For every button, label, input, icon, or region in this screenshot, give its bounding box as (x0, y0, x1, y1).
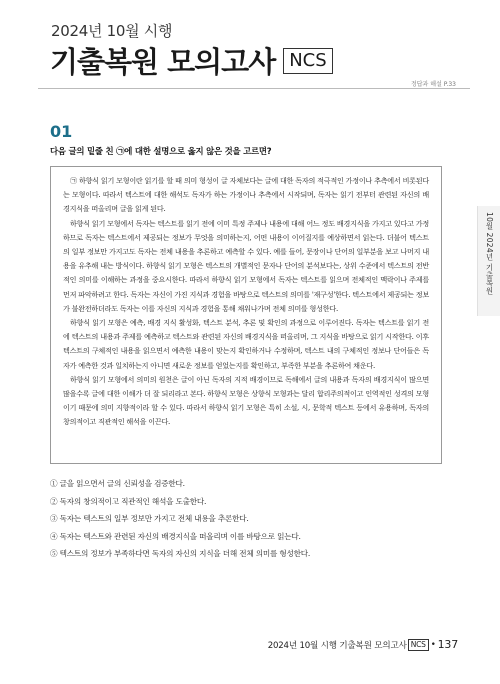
side-tab (477, 206, 500, 316)
passage-paragraph: ㉠ 하향식 읽기 모형이란 읽기를 할 때 의미 형성이 글 자체보다는 글에 대한 독자의 적극적인 가정이나 추측에서 비롯된다는 모형이다. 따라서 텍스트에 대한 해석도 독자가 하는 가정이나 추측에서 시작되며, 독자는 읽기 전부터 관련된 자신의 배경지식을 떠올리며 글을 읽게 된다. (63, 176, 429, 214)
option-4[interactable]: ④ 독자는 텍스트와 관련된 자신의 배경지식을 떠올리며 이를 바탕으로 읽는다. (50, 531, 301, 541)
page-footer (268, 638, 458, 651)
option-3[interactable]: ③ 독자는 텍스트의 일부 정보만 가지고 전체 내용을 추론한다. (50, 514, 249, 524)
question-prompt: 다음 글의 밑줄 친 ㉠에 대한 설명으로 옳지 않은 것을 고르면? (50, 146, 272, 156)
passage-paragraph: 하향식 읽기 모형에서 의미의 원천은 글이 아닌 독자의 지적 배경이므로 독해에서 글의 내용과 독자의 배경지식이 많으면 많을수록 글에 대한 이해가 더 잘 되리라고 본다. 하향식 모형은 상향식 모형과는 달리 합리주의적이고 인역적인 성격의 모형이기 때문에 의미 지향적이라 할 수 있다. 따라서 하향식 읽기 모형은 특히 소설, 시, 문학적 텍스트 등에서 유용하며, 독자의 창의적이고 직관적인 해석을 이끈다. (63, 374, 429, 427)
passage-box (50, 166, 442, 464)
option-1[interactable]: ① 글을 읽으면서 글의 신뢰성을 검증한다. (50, 479, 185, 488)
header-divider (38, 88, 470, 89)
page-number: 137 (437, 638, 458, 651)
title-text: 기출복원 모의고사 (50, 45, 276, 79)
question-number: 01 (50, 122, 73, 141)
footer-ncs-badge: NCS (408, 639, 429, 651)
exam-date-subtitle: 2024년 10월 시행 (51, 22, 173, 40)
answer-reference: 정답과 해설 P.33 (410, 81, 456, 88)
passage-paragraph: 하향식 읽기 모형에서 독자는 텍스트를 읽기 전에 이미 특정 주제나 내용에 대해 어느 정도 배경지식을 가지고 있다고 가정하므로 독자는 텍스트에서 제공되는 정보가 무엇을 의미하는지, 어떤 내용이 이어질지를 예상하면서 읽는다. 더불어 텍스트의 일부 정보만 가지고도 독자는 전체 내용을 추론하고 예측할 수 있다. 예를 들어, 문장이나 단어의 일부분을 보고 나머지 내용을 유추해 내는 방식이다. 하향식 읽기 모형은 텍스트의 개별적인 문자나 단어의 분석보다는, 상위 수준에서 텍스트의 전반적인 의미를 이해하는 과정을 중요시한다. 따라서 하향식 읽기 모형에서 독자는 텍스트를 읽으며 전체적인 맥락이나 주제를 먼저 파악하려고 한다. 독자는 자신이 가진 지식과 경험을 바탕으로 텍스트의 의미를 '재구성'한다. 텍스트에서 제공되는 정보가 불완전하더라도 독자는 이를 자신의 지식과 경험을 통해 채워나가며 전체 의미를 형성한다. (63, 218, 429, 313)
footer-separator: • (430, 639, 436, 650)
side-tab-label: 10월 2024년 기출복원 (485, 212, 494, 295)
page-title (50, 40, 333, 81)
option-5[interactable]: ⑤ 텍스트의 정보가 부족하다면 독자의 자신의 지식을 더해 전체 의미를 형성한다. (50, 549, 311, 559)
answer-options (50, 475, 450, 563)
footer-title: 2024년 10월 시행 기출복원 모의고사 (267, 640, 407, 651)
ncs-badge: NCS (283, 48, 332, 74)
option-2[interactable]: ② 독자의 창의적이고 직관적인 해석을 도출한다. (50, 496, 207, 506)
passage-paragraph: 하향식 읽기 모형은 예측, 배경 지식 활성화, 텍스트 분석, 추론 및 확인의 과정으로 이루어진다. 독자는 텍스트를 읽기 전에 텍스트의 내용과 주제를 예측하고 텍스트와 관련된 자신의 배경지식을 떠올리며, 그 지식을 바탕으로 읽기 시작한다. 이후 텍스트의 구체적인 내용을 읽으면서 예측한 내용이 맞는지 확인하거나 수정하며, 텍스트 내의 구체적인 정보나 단어들은 독자가 예측한 것과 일치하는지 아니면 새로운 정보를 얻었는지를 확인하고, 부족한 부분을 추론하여 채운다. (63, 318, 429, 370)
